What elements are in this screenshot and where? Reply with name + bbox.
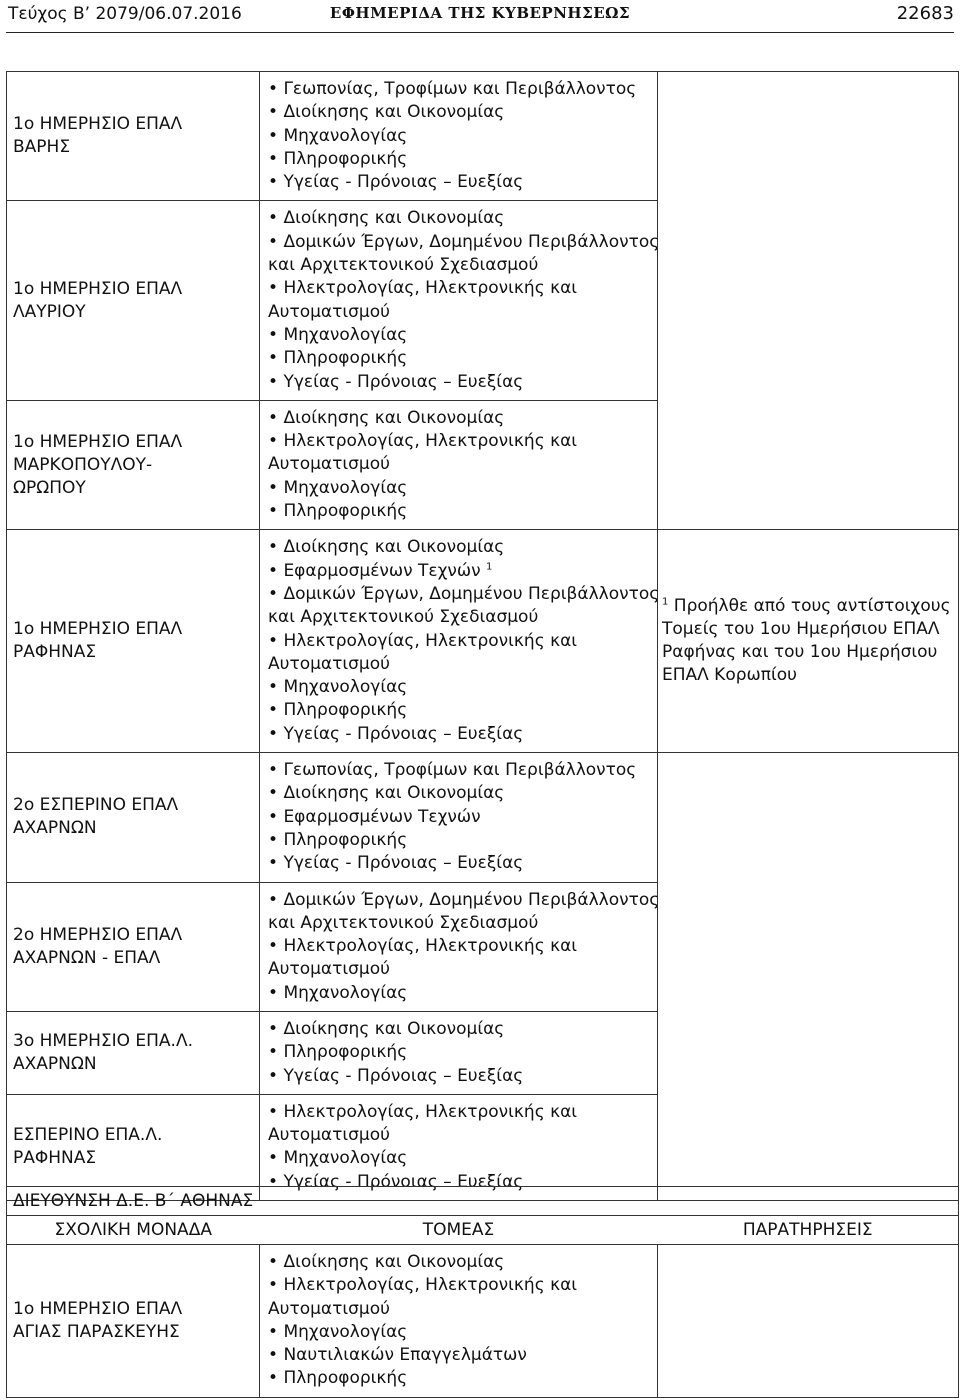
sector-text: Πληροφορικής: [283, 348, 408, 369]
sector-line: [268, 560, 653, 583]
sector-line: [268, 78, 653, 101]
sector-text: Μηχανολογίας: [283, 477, 408, 498]
school-name-line: 2ο ΗΜΕΡΗΣΙΟ ΕΠΑΛ: [13, 924, 183, 945]
sector-line: [268, 852, 653, 875]
sector-text: Αυτοματισμού: [268, 1298, 390, 1319]
sectors-cell: [260, 530, 658, 753]
sector-text: Ηλεκτρολογίας, Ηλεκτρονικής και: [283, 1275, 578, 1296]
school-name-line: ΑΧΑΡΝΩΝ - ΕΠΑΛ: [13, 947, 161, 968]
page-header: [0, 0, 960, 30]
sector-text: Διοίκησης και Οικονομίας: [283, 102, 505, 123]
remark-line: [662, 641, 954, 664]
table-header-row: [7, 1216, 959, 1245]
school-unit-cell: [7, 1245, 260, 1398]
sector-text: Πληροφορικής: [283, 829, 408, 850]
school-unit-cell: [7, 72, 260, 201]
sector-line: [268, 958, 653, 981]
sector-text: Δομικών Έργων, Δομημένου Περιβάλλοντος: [283, 231, 660, 252]
sector-line: [268, 301, 653, 324]
sector-text: Πληροφορικής: [283, 501, 408, 522]
sector-text: Εφαρμοσμένων Τεχνών: [283, 560, 481, 581]
direction-title: ΔΙΕΥΘΥΝΣΗ Δ.Ε. Β΄ ΑΘΗΝΑΣ: [7, 1187, 959, 1216]
sector-line: [268, 1124, 653, 1147]
footnote-marker: 1: [486, 560, 493, 572]
sector-line: [268, 1274, 653, 1297]
sector-line: [268, 324, 653, 347]
sector-line: [268, 1101, 653, 1124]
sector-line: [268, 653, 653, 676]
sectors-cell: [260, 753, 658, 882]
sector-text: Αυτοματισμού: [268, 653, 390, 674]
sector-text: Δομικών Έργων, Δομημένου Περιβάλλοντος: [283, 889, 660, 910]
sector-line: [268, 430, 653, 453]
sector-text: Αυτοματισμού: [268, 1125, 390, 1146]
school-name-line: 1ο ΗΜΕΡΗΣΙΟ ΕΠΑΛ: [13, 114, 183, 135]
table-row: [7, 72, 959, 201]
school-name-line: ΑΓΙΑΣ ΠΑΡΑΣΚΕΥΗΣ: [13, 1321, 180, 1342]
sector-text: και Αρχιτεκτονικού Σχεδιασμού: [268, 607, 539, 628]
sectors-cell: [260, 72, 658, 201]
sector-line: [268, 207, 653, 230]
sector-text: Υγείας - Πρόνοιας – Ευεξίας: [283, 371, 524, 392]
sector-line: [268, 630, 653, 653]
sector-line: [268, 1041, 653, 1064]
sector-text: Πληροφορικής: [283, 1368, 408, 1389]
school-name-line: ΡΑΦΗΝΑΣ: [13, 1148, 97, 1169]
school-unit-cell: [7, 1094, 260, 1200]
direction-row: [7, 1187, 959, 1216]
sector-line: [268, 935, 653, 958]
sector-text: Αυτοματισμού: [268, 301, 390, 322]
header-sector: ΤΟΜΕΑΣ: [260, 1216, 658, 1245]
school-name-line: ΒΑΡΗΣ: [13, 137, 71, 158]
header-school-unit: ΣΧΟΛΙΚΗ ΜΟΝΑΔΑ: [7, 1216, 260, 1245]
header-remarks: ΠΑΡΑΤΗΡΗΣΕΙΣ: [658, 1216, 959, 1245]
sectors-cell: [260, 1011, 658, 1094]
school-name-line: 1ο ΗΜΕΡΗΣΙΟ ΕΠΑΛ: [13, 1298, 183, 1319]
sectors-cell: [260, 1094, 658, 1200]
sector-text: Εφαρμοσμένων Τεχνών: [283, 806, 481, 827]
remark-line: [662, 595, 954, 618]
direction-b-athens-table: [6, 1186, 959, 1398]
school-name-line: ΕΣΠΕΡΙΝΟ ΕΠΑ.Λ.: [13, 1125, 163, 1146]
sector-line: [268, 1298, 653, 1321]
sector-line: [268, 453, 653, 476]
table-row: [7, 530, 959, 753]
sector-text: και Αρχιτεκτονικού Σχεδιασμού: [268, 912, 539, 933]
sector-text: Διοίκησης και Οικονομίας: [283, 783, 505, 804]
schools-sectors-table: [6, 71, 959, 1201]
sector-text: Ηλεκτρολογίας, Ηλεκτρονικής και: [283, 936, 578, 957]
sector-line: [268, 371, 653, 394]
sector-line: [268, 125, 653, 148]
sector-text: Υγείας - Πρόνοιας – Ευεξίας: [283, 1065, 524, 1086]
sector-text: Διοίκησης και Οικονομίας: [283, 1252, 505, 1272]
sector-text: Ηλεκτρολογίας, Ηλεκτρονικής και: [283, 278, 578, 299]
sector-text: Μηχανολογίας: [283, 324, 408, 345]
table-row: [7, 753, 959, 882]
sector-line: [268, 277, 653, 300]
school-unit-cell: [7, 201, 260, 400]
remarks-cell: [658, 753, 959, 1201]
school-unit-cell: [7, 753, 260, 882]
sector-line: [268, 231, 660, 254]
school-name-line: 3ο ΗΜΕΡΗΣΙΟ ΕΠΑ.Λ.: [13, 1030, 193, 1051]
school-unit-cell: [7, 530, 260, 753]
sector-line: [268, 254, 653, 277]
sectors-cell: [260, 1245, 658, 1398]
school-name-line: 1ο ΗΜΕΡΗΣΙΟ ΕΠΑΛ: [13, 619, 183, 640]
sector-line: [268, 1344, 653, 1367]
sector-line: [268, 1065, 653, 1088]
sector-line: [268, 477, 653, 500]
issue-number: Τεύχος Β’ 2079/06.07.2016: [8, 4, 242, 24]
sector-line: [268, 536, 653, 559]
remark-text: ΕΠΑΛ Κορωπίου: [662, 665, 797, 686]
school-name-line: ΛΑΥΡΙΟΥ: [13, 301, 86, 322]
sector-text: Μηχανολογίας: [283, 125, 408, 146]
remarks-cell: [658, 1245, 959, 1398]
sector-text: Ηλεκτρολογίας, Ηλεκτρονικής και: [283, 630, 578, 651]
sector-line: [268, 699, 653, 722]
remark-text: Τομείς του 1ου Ημερήσιου ΕΠΑΛ: [662, 619, 940, 640]
sector-text: Ηλεκτρολογίας, Ηλεκτρονικής και: [283, 431, 578, 452]
sector-text: Γεωπονίας, Τροφίμων και Περιβάλλοντος: [283, 79, 637, 99]
sectors-cell: [260, 400, 658, 529]
sector-text: Πληροφορικής: [283, 700, 408, 721]
sector-text: Γεωπονίας, Τροφίμων και Περιβάλλοντος: [283, 760, 637, 781]
sector-line: [268, 101, 653, 124]
sector-text: Διοίκησης και Οικονομίας: [283, 407, 505, 428]
sector-line: [268, 982, 653, 1005]
sector-line: [268, 912, 653, 935]
remarks-cell: [658, 72, 959, 530]
school-name-line: ΑΧΑΡΝΩΝ: [13, 1053, 97, 1074]
school-name-line: ΑΧΑΡΝΩΝ: [13, 818, 97, 839]
sector-text: Υγείας - Πρόνοιας – Ευεξίας: [283, 853, 524, 874]
header-rule: [6, 32, 954, 33]
sector-line: [268, 723, 653, 746]
sector-line: [268, 676, 653, 699]
school-unit-cell: [7, 400, 260, 529]
remark-line: [662, 664, 954, 687]
sector-text: Υγείας - Πρόνοιας – Ευεξίας: [283, 172, 524, 193]
sector-line: [268, 148, 653, 171]
sector-line: [268, 1018, 653, 1041]
sector-text: Αυτοματισμού: [268, 959, 390, 980]
sector-text: Μηχανολογίας: [283, 677, 408, 698]
school-name-line: ΩΡΩΠΟΥ: [13, 477, 86, 498]
sector-line: [268, 782, 653, 805]
sector-line: [268, 171, 653, 194]
school-unit-cell: [7, 1011, 260, 1094]
sector-text: Ηλεκτρολογίας, Ηλεκτρονικής και: [283, 1101, 578, 1122]
table-row: [7, 1245, 959, 1398]
sector-line: [268, 759, 653, 782]
remark-text: Ραφήνας και του 1ου Ημερήσιου: [662, 642, 938, 663]
sector-text: Διοίκησης και Οικονομίας: [283, 208, 505, 229]
sector-line: [268, 1251, 653, 1274]
sectors-cell: [260, 882, 658, 1011]
sector-text: Μηχανολογίας: [283, 982, 408, 1003]
school-name-line: 1ο ΗΜΕΡΗΣΙΟ ΕΠΑΛ: [13, 431, 183, 452]
footnote-marker: 1: [662, 596, 669, 608]
sector-line: [268, 889, 660, 912]
sector-text: Μηχανολογίας: [283, 1321, 408, 1342]
sector-line: [268, 583, 660, 606]
remark-line: [662, 618, 954, 641]
sector-text: και Αρχιτεκτονικού Σχεδιασμού: [268, 255, 539, 276]
sector-text: Ναυτιλιακών Επαγγελμάτων: [283, 1345, 527, 1366]
sector-text: Διοίκησης και Οικονομίας: [283, 1018, 505, 1039]
sector-line: [268, 1367, 653, 1390]
sector-text: Διοίκησης και Οικονομίας: [283, 537, 505, 558]
school-name-line: 1ο ΗΜΕΡΗΣΙΟ ΕΠΑΛ: [13, 278, 183, 299]
remark-text: Προήλθε από τους αντίστοιχους: [673, 596, 951, 617]
sector-text: Αυτοματισμού: [268, 454, 390, 475]
remarks-cell: [658, 530, 959, 753]
sector-line: [268, 606, 653, 629]
sector-line: [268, 1147, 653, 1170]
sector-line: [268, 1321, 653, 1344]
sector-line: [268, 829, 653, 852]
page-number: 22683: [896, 3, 954, 24]
sector-text: Πληροφορικής: [283, 148, 408, 169]
sector-line: [268, 806, 653, 829]
sector-line: [268, 407, 653, 430]
school-unit-cell: [7, 882, 260, 1011]
sector-line: [268, 347, 653, 370]
sector-text: Υγείας - Πρόνοιας – Ευεξίας: [283, 723, 524, 744]
gazette-title: ΕΦΗΜΕΡΙΔΑ ΤΗΣ ΚΥΒΕΡΝΗΣΕΩΣ: [329, 4, 631, 22]
sectors-cell: [260, 201, 658, 400]
sector-text: Δομικών Έργων, Δομημένου Περιβάλλοντος: [283, 583, 660, 604]
sector-text: Μηχανολογίας: [283, 1148, 408, 1169]
sector-text: Πληροφορικής: [283, 1042, 408, 1063]
school-name-line: ΡΑΦΗΝΑΣ: [13, 642, 97, 663]
sector-line: [268, 500, 653, 523]
school-name-line: ΜΑΡΚΟΠΟΥΛΟΥ-: [13, 454, 153, 475]
sector-text: Υγείας - Πρόνοιας – Ευεξίας: [283, 1171, 524, 1192]
school-name-line: 2ο ΕΣΠΕΡΙΝΟ ΕΠΑΛ: [13, 795, 179, 816]
